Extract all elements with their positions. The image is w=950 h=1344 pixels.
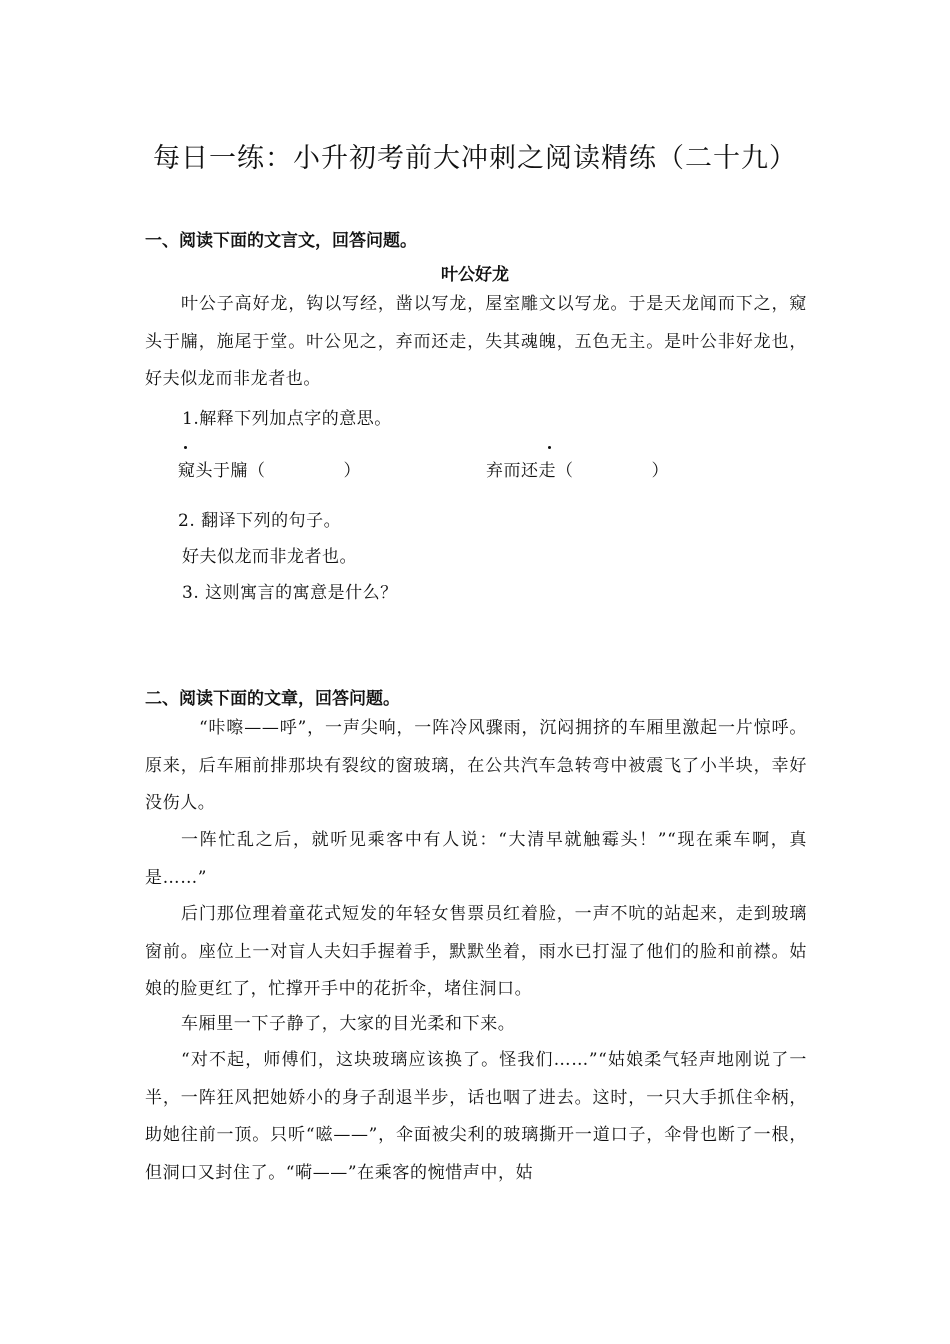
question-3: 3. 这则寓言的寓意是什么？ (182, 583, 398, 603)
item-1-text: 窥头于牖（ (178, 461, 266, 481)
article-paragraph-2: 一阵忙乱之后，就听见乘客中有人说：“大清早就触霉头！”“现在乘车啊，真是……” (145, 830, 807, 888)
item-1-close: ） (343, 461, 361, 481)
item-2-text: 弃而还走（ (486, 461, 574, 481)
passage-title: 叶公好龙 (441, 265, 509, 285)
question-1: 1.解释下列加点字的意思。 (182, 409, 392, 429)
question-2: 2. 翻译下列的句子。 (178, 511, 342, 531)
classical-passage: 叶公子高好龙，钩以写经，凿以写龙，屋室雕文以写龙。于是天龙闻而下之，窥头于牖，施尾于堂。叶公见之，弃而还走，失其魂魄，五色无主。是叶公非好龙也，好夫似龙而非龙者也。 (145, 294, 807, 389)
article-paragraph-4: 车厢里一下子静了，大家的目光柔和下来。 (181, 1014, 516, 1034)
question-1-item-2 (486, 456, 669, 481)
article-paragraph-1: “咔嚓——呼”，一声尖响，一阵冷风骤雨，沉闷拥挤的车厢里激起一片惊呼。原来，后车厢前排那块有裂纹的窗玻璃，在公共汽车急转弯中被震飞了小半块，幸好没伤人。 (145, 718, 807, 813)
question-1-item-1 (178, 456, 361, 481)
article-paragraph-3: 后门那位理着童花式短发的年轻女售票员红着脸，一声不吭的站起来，走到玻璃窗前。座位上一对盲人夫妇手握着手，默默坐着，雨水已打湿了他们的脸和前襟。姑娘的脸更红了，忙撑开手中的花折伞，堵住洞口。 (145, 904, 807, 999)
emphasis-dot (548, 446, 551, 449)
question-2-sentence: 好夫似龙而非龙者也。 (182, 547, 357, 567)
article-paragraph-5: “对不起，师傅们，这块玻璃应该换了。怪我们……”“姑娘柔气轻声地刚说了一半，一阵狂风把她娇小的身子刮退半步，话也咽了进去。这时，一只大手抓住伞柄，助她往前一顶。只听“嗞——”，伞面被尖利的玻璃撕开一道口子，伞骨也断了一根，但洞口又封住了。“嗬——”在乘客的惋惜声中，姑 (145, 1050, 807, 1183)
section2-heading: 二、阅读下面的文章，回答问题。 (145, 689, 400, 709)
emphasis-dot (184, 446, 187, 449)
item-2-close: ） (651, 461, 669, 481)
page-title: 每日一练：小升初考前大冲刺之阅读精练（二十九） (153, 143, 797, 174)
section1-heading: 一、阅读下面的文言文，回答问题。 (145, 231, 417, 251)
